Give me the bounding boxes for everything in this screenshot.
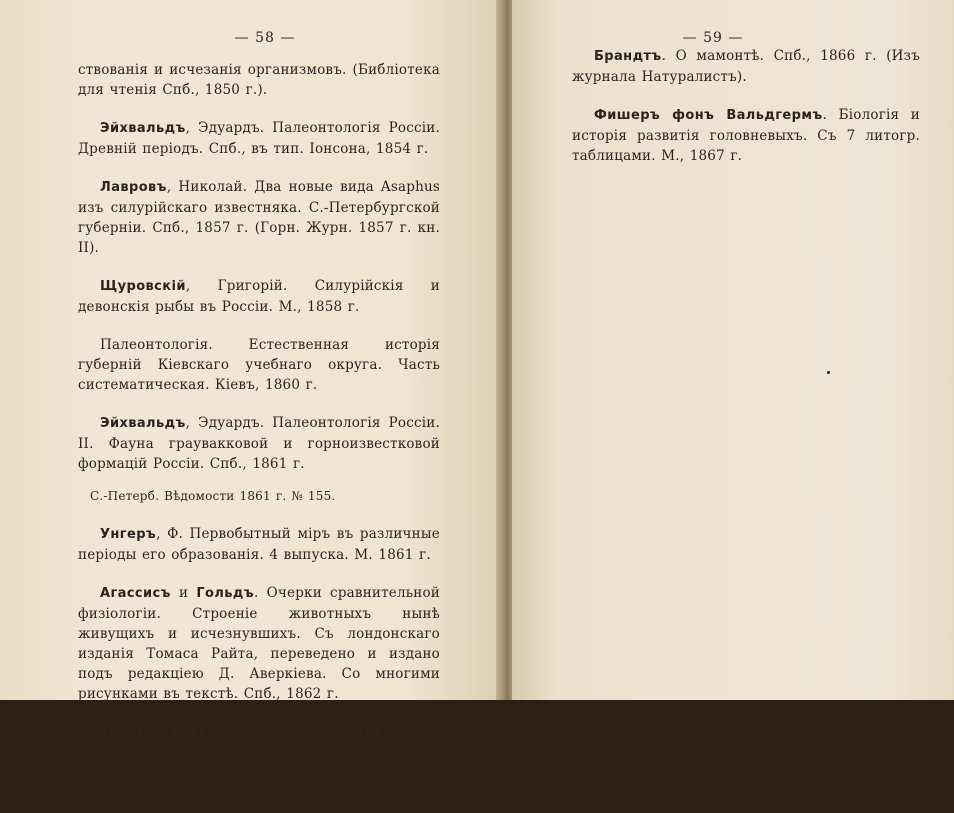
ink-speck [827,371,830,374]
entry-text: . Очерки сравнительной физіологіи. Строеніе животныхъ нынѣ живущихъ и исчезнувшихъ. Съ лондонскаго изданія Томаса Райта, переведено и издано подъ редакціею Д. Аверкіева. Со многими рисунками въ текстѣ. Спб., 1862 г. [78,585,441,702]
author-name: Брандтъ [594,49,662,64]
bibliography-entry [78,177,440,258]
bibliography-entry [78,583,440,704]
right-page-text [572,46,920,184]
entry-text: . О юрскихъ окаменѣлостяхъ въ Индерскѣ. М. 1864 г. [78,724,440,761]
bibliography-entry [78,335,440,395]
entry-text: , Эдуардъ. Палеонтологія Россіи. II. Фауна граувакковой и горноизвестковой формацій Россіи. Спб., 1861 г. [78,415,440,472]
source-note: С.-Петерб. Вѣдомости 1861 г. № 155. [90,489,336,503]
entry-text: , Ф. Первобытный міръ въ различные періоды его образованія. 4 выпуска. М. 1861 г. [78,526,440,563]
bibliography-entry [572,105,920,166]
source-note: Горн. Журн. 1864 г. Часть II, стр. 310. [90,778,349,792]
entry-text: Палеонтологія. Естественная исторія губерній Кіевскаго учебнаго округа. Часть систематическая. Кіевъ, 1860 г. [78,337,440,393]
right-page [512,0,954,700]
bibliography-entry [572,46,920,87]
bibliography-entry [78,524,440,565]
author-name: Фишеръ фонъ Вальдгермъ [594,108,823,123]
entry-text: . О мамонтѣ. Спб., 1866 г. (Изъ журнала Натуралистъ). [572,48,920,85]
author-name: Гольдъ [196,586,254,601]
bibliography-entry [78,722,440,763]
bibliography-entry [78,276,440,317]
entry-text: , Эдуардъ. Палеонтологія Россіи. Древній періодъ. Спб., въ тип. Іонсона, 1854 г. [78,120,440,157]
continuation-text: ствованія и исчезанія организмовъ. (Библіотека для чтенія Спб., 1850 г.). [78,62,440,98]
page-number-left: — 58 — [234,30,296,46]
entry-text: , Григорій. Силурійскія и девонскія рыбы въ Россіи. М., 1858 г. [78,278,440,315]
author-name: Лавровъ [100,180,167,195]
author-name: Траутшольдъ [100,725,209,740]
author-name: Эйхвальдъ [100,416,186,431]
bibliography-entry [78,118,440,159]
bibliography-entry [78,413,440,474]
entry-text: , Николай. Два новые вида Asaphus изъ силурійскаго известняка. С.-Петербургской губерніи. Спб., 1857 г. (Горн. Журн. 1857 г. кн. II). [78,179,440,256]
author-name: Унгеръ [100,527,157,542]
entry-text: . Біологія и исторія развитія головневыхъ. Съ 7 литогр. таблицами. М., 1867 г. [572,107,920,164]
author-name: Щуровскій [100,279,186,294]
entry-conjunction: и [170,585,197,601]
author-name: Агассисъ [100,586,171,601]
page-number-right: — 59 — [682,30,744,46]
author-name: Эйхвальдъ [100,121,186,136]
left-page-text [78,60,440,813]
